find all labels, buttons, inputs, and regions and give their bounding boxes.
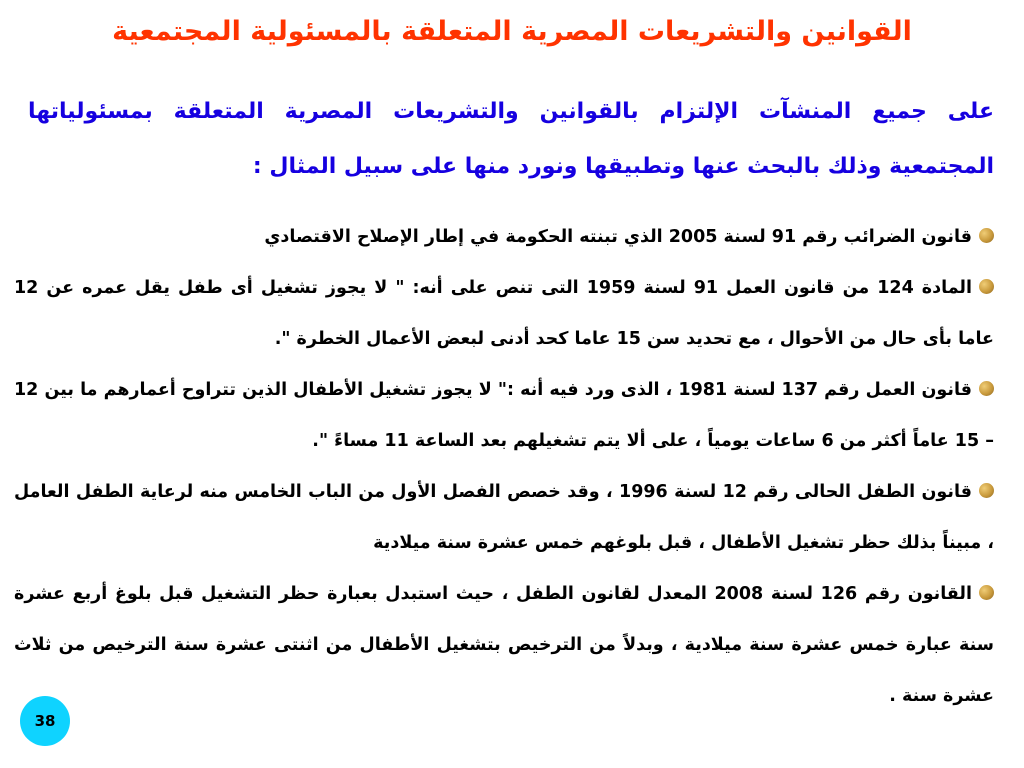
list-item	[14, 467, 994, 569]
list-item	[14, 263, 994, 365]
list-item-text: المادة 124 من قانون العمل 91 لسنة 1959 التى تنص على أنه: " لا يجوز تشغيل أى طفل يقل عمره عن 12 عاما بأى حال من الأحوال ، مع تحديد سن 15 عاما كحد أدنى لبعض الأعمال الخطرة ".	[14, 278, 994, 349]
page-number-badge: 38	[20, 696, 70, 746]
list-item-text: قانون العمل رقم 137 لسنة 1981 ، الذى ورد فيه أنه :" لا يجوز تشغيل الأطفال الذين تتراوح أعمارهم ما بين 12 – 15 عاماً أكثر من 6 ساعات يومياً ، على ألا يتم تشغيلهم بعد الساعة 11 مساءً ".	[14, 380, 994, 451]
gold-sphere-bullet-icon	[979, 483, 994, 498]
gold-sphere-bullet-icon	[979, 228, 994, 243]
list-item-text: القانون رقم 126 لسنة 2008 المعدل لقانون الطفل ، حيث استبدل بعبارة حظر التشغيل قبل بلوغ أربع عشرة سنة عبارة خمس عشرة سنة ميلادية ، وبدلاً من الترخيص بتشغيل الأطفال من اثنتى عشرة سنة الترخيص من ثلاث عشرة سنة .	[14, 584, 994, 706]
law-list	[14, 212, 994, 722]
list-item	[14, 212, 994, 263]
list-item-text: قانون الطفل الحالى رقم 12 لسنة 1996 ، وقد خصص الفصل الأول من الباب الخامس منه لرعاية الطفل العامل ، مبيناً بذلك حظر تشغيل الأطفال ، قبل بلوغهم خمس عشرة سنة ميلادية	[14, 482, 994, 553]
intro-paragraph: على جميع المنشآت الإلتزام بالقوانين والتشريعات المصرية المتعلقة بمسئولياتها المجتمعية وذلك بالبحث عنها وتطبيقها ونورد منها على سبيل المثال :	[28, 99, 994, 179]
list-item	[14, 365, 994, 467]
list-item-text: قانون الضرائب رقم 91 لسنة 2005 الذي تبنته الحكومة في إطار الإصلاح الاقتصادي	[264, 227, 972, 247]
list-item	[14, 569, 994, 722]
gold-sphere-bullet-icon	[979, 585, 994, 600]
gold-sphere-bullet-icon	[979, 381, 994, 396]
gold-sphere-bullet-icon	[979, 279, 994, 294]
slide-title: القوانين والتشريعات المصرية المتعلقة بالمسئولية المجتمعية	[112, 16, 912, 47]
